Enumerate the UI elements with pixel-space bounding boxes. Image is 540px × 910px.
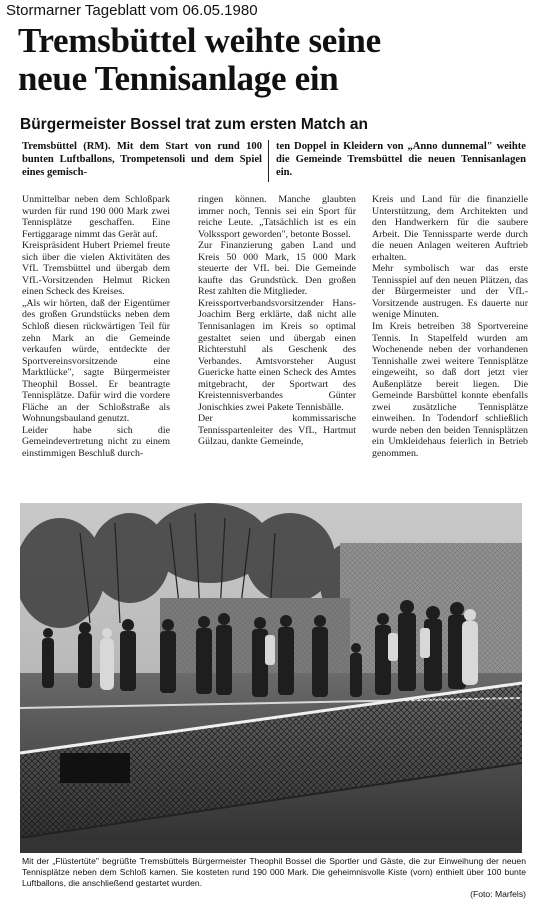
lead-paragraph-left: Tremsbüttel (RM). Mit dem Start von rund 100 bunten Luftballons, Trompetensoli und dem Spiel eines gemisch- [22, 141, 262, 178]
lead-paragraph-right: ten Doppel in Kleidern von „Anno dunnemal" weihte die Gemeinde Tremsbüttel die neuen Tennisanlagen ein. [276, 141, 526, 178]
photo-credit: (Foto: Marfels) [470, 889, 526, 899]
news-photo [20, 503, 522, 853]
article-column-3: Kreis und Land für die finanzielle Unterstützung, dem Architekten und den Handwerkern für die saubere Arbeit. Die Tennissparte werde durch die neuen Anlagen weiteren Auftrieb erhalten. Mehr symbolisch war das erste Tennisspiel auf den neuen Plätzen, das der Bürgermeister und der VfL-Vorsitzende austrugen. Es dauerte nur wenige Minuten. Im Kreis betreiben 38 Sportvereine Tennis. In Stapelfeld wurden am Wochenende neben der vorhandenen Tennishalle zwei weitere Tennisplätze eingeweiht, so daß dort jetzt vier Außenplätze bereit liegen. Die Gemeinde Barsbüttel konnte ebenfalls zwei zusätzliche Tennisplätze einweihen. In Todendorf schließlich wurde neben den beiden Tennisplätzen ein Umkleidehaus feierlich in Betrieb genommen. [372, 194, 528, 460]
tennis-court-photo [20, 503, 522, 853]
headline-line-2: neue Tennisanlage ein [18, 59, 339, 98]
headline [18, 22, 528, 98]
subheadline: Bürgermeister Bossel trat zum ersten Match an [20, 116, 368, 133]
column-divider [268, 140, 269, 182]
photo-caption: Mit der „Flüstertüte" begrüßte Tremsbüttels Bürgermeister Theophil Bossel die Sportler und Gäste, die zur Einweihung der neuen Tennisplätze neben dem Schloß kamen. Sie kosteten rund 190 000 Mark. Die geheimnisvolle Kiste (vorn) enthielt über 100 bunte Luftballons, die anschließend gestartet wurden. [22, 856, 526, 888]
article-column-2: ringen können. Manche glaubten immer noch, Tennis sei ein Sport für reiche Leute. „Tatsächlich ist es ein Volkssport geworden", betonte Bossel. Zur Finanzierung gaben Land und Kreis 50 000 Mark, 15 000 Mark steuerte der VfL bei. Die Gemeinde kaufte das Grundstück. Den großen Rest zahlten die Mitglieder. Kreissportverbandsvorsitzender Hans-Joachim Berg erklärte, daß nicht alle Tennisanlagen im Kreis so optimal gestaltet seien und übergab einen Richterstuhl als Geschenk des Verbandes. Amtsvorsteher August Guericke hatte einen Scheck des Amtes mitgebracht, der Sportwart des Kreistennisverbandes Günter Jonischkies zwei Pakete Tennisbälle. Der kommissarische Tennisspartenleiter des VfL, Hartmut Gülzau, dankte Gemeinde, [198, 194, 356, 448]
article-column-1: Unmittelbar neben dem Schloßpark wurden für rund 190 000 Mark zwei Tennisplätze geschaffen. Eine Fertiggarage nimmt das Gerät auf. Kreispräsident Hubert Priemel freute sich über die vielen Aktivitäten des VfL Tremsbüttel und übergab dem VfL-Vorsitzenden Helmut Ricken einen Scheck des Kreises. „Als wir hörten, daß der Eigentümer des großen Grundstücks neben dem Schloß diesen rückwärtigen Teil für zehn Mark an die Gemeinde verkaufen würde, entdeckte der Sportvereinsvorsitzende eine Marktlücke", sagte Bürgermeister Theophil Bossel. Er beantragte Tennisplätze. Dafür wird die vordere Fläche an der Schloßstraße als Wohnungsbauland genutzt. Leider habe sich die Gemeindevertretung nicht zu einem einstimmigen Beschluß durch- [22, 194, 170, 460]
source-line: Stormarner Tageblatt vom 06.05.1980 [6, 2, 258, 19]
headline-line-1: Tremsbüttel weihte seine [18, 21, 381, 60]
